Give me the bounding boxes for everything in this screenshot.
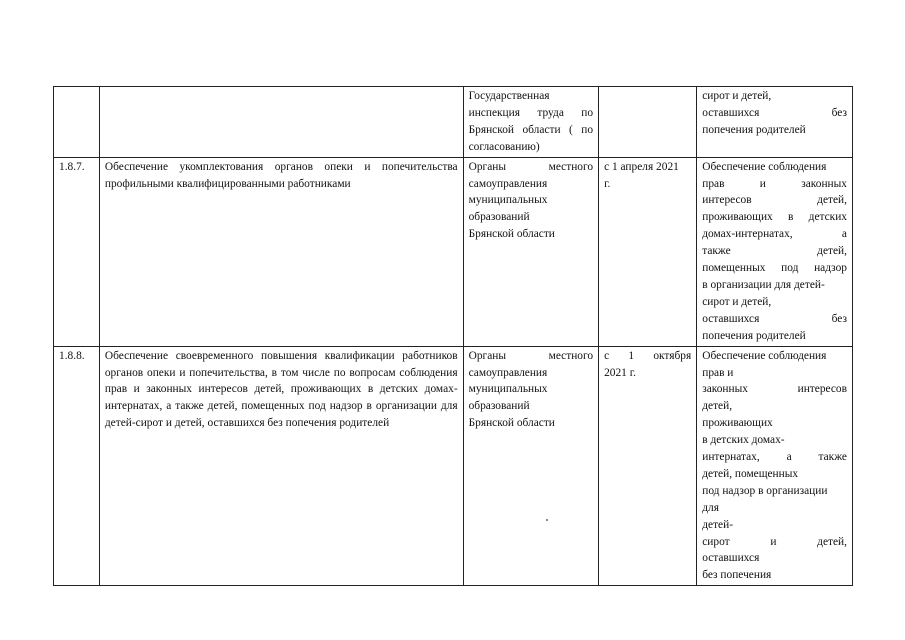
result-line: под надзор в организации xyxy=(702,484,828,497)
item-number xyxy=(54,87,100,158)
item-number: 1.8.7. xyxy=(54,157,100,346)
task-cell xyxy=(99,87,463,158)
measures-table xyxy=(53,86,853,586)
deadline-cell xyxy=(599,157,697,346)
task-cell: Обеспечение своевременного повышения квалификации работников органов опеки и попечительства, в том числе по вопросам соблюдения прав и законных интересов детей, проживающих в детских домах-интернатах, а также детей, помещенных под надзор в организации для детей-сирот и детей, оставшихся без попечения родителей xyxy=(99,346,463,586)
result-line: оставшихся без xyxy=(702,312,847,325)
result-line: прав и законных xyxy=(702,177,847,190)
result-line: сирот и детей, xyxy=(702,90,772,102)
result-line: проживающих в детских xyxy=(702,211,847,224)
deadline-cell xyxy=(599,87,697,158)
executor-line: согласованию) xyxy=(468,140,540,153)
executor-cell xyxy=(463,157,598,346)
result-line: сирот и детей, xyxy=(702,295,772,308)
executor-line: образований xyxy=(468,400,530,413)
result-line: интернатах, а также xyxy=(702,451,847,464)
result-line: домах-интернатах, а xyxy=(702,228,847,241)
table-row xyxy=(54,346,853,586)
result-line: Обеспечение соблюдения xyxy=(702,349,827,362)
result-line: без попечения xyxy=(702,569,772,582)
result-line: Обеспечение соблюдения xyxy=(702,160,827,173)
result-cell xyxy=(697,346,853,586)
executor-line: Государственная xyxy=(468,90,550,102)
result-line: детей, помещенных xyxy=(702,467,799,480)
executor-line: Брянской области xyxy=(468,228,555,241)
result-line: помещенных под надзор xyxy=(702,262,847,275)
executor-line: Органы местного xyxy=(468,349,594,362)
result-line: попечения родителей xyxy=(702,329,806,342)
executor-line: муниципальных xyxy=(468,383,548,396)
deadline-line: г. xyxy=(604,177,611,190)
result-line: законных интересов xyxy=(702,383,847,396)
executor-line: Брянской области ( по xyxy=(468,123,594,136)
result-line: также детей, xyxy=(702,245,847,258)
table-row xyxy=(54,87,853,158)
result-cell xyxy=(697,87,853,158)
executor-cell xyxy=(463,346,598,586)
executor-line: образований xyxy=(468,211,530,224)
result-line: проживающих xyxy=(702,417,773,430)
executor-cell xyxy=(463,87,598,158)
deadline-line: с 1 апреля 2021 xyxy=(604,160,679,173)
result-line: сирот и детей, xyxy=(702,535,847,548)
result-line: оставшихся без xyxy=(702,106,847,119)
result-line: оставшихся xyxy=(702,552,760,565)
executor-line: инспекция труда по xyxy=(468,106,594,119)
deadline-line: с 1 октября xyxy=(604,349,692,362)
deadline-cell xyxy=(599,346,697,586)
executor-line: Органы местного xyxy=(468,160,594,173)
result-line: попечения родителей xyxy=(702,123,806,136)
result-line: в детских домах- xyxy=(702,434,785,447)
executor-line: самоуправления xyxy=(468,177,548,190)
result-line: для xyxy=(702,501,719,514)
deadline-line: 2021 г. xyxy=(604,366,636,379)
result-line: детей- xyxy=(702,518,733,531)
result-line: детей, xyxy=(702,400,733,413)
executor-line: Брянской области xyxy=(468,417,555,430)
executor-line: муниципальных xyxy=(468,194,548,207)
result-line: прав и xyxy=(702,366,734,379)
executor-line: самоуправления xyxy=(468,366,548,379)
item-number: 1.8.8. xyxy=(54,346,100,586)
table-row xyxy=(54,157,853,346)
task-cell: Обеспечение укомплектования органов опеки и попечительства профильными квалифицированными работниками xyxy=(99,157,463,346)
scan-speck xyxy=(546,519,548,521)
result-cell xyxy=(697,157,853,346)
result-line: интересов детей, xyxy=(702,194,847,207)
result-line: в организации для детей- xyxy=(702,278,825,291)
